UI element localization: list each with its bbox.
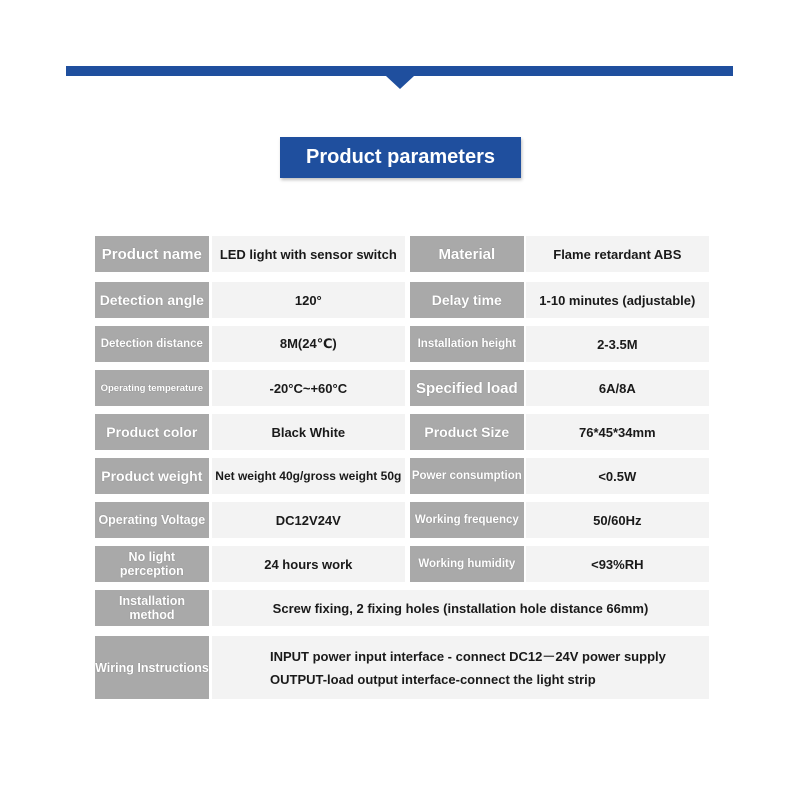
param-value: 1-10 minutes (adjustable) [526,282,709,318]
param-label: Detection angle [95,282,209,318]
param-label: Installation height [410,326,524,362]
param-label: Working frequency [410,502,524,538]
param-row [95,282,709,318]
param-label: Material [410,236,524,272]
wiring-row [95,636,709,699]
installation-value: Screw fixing, 2 fixing holes (installation hole distance 66mm) [212,590,709,626]
param-label: Specified load [410,370,524,406]
param-value: 50/60Hz [526,502,709,538]
param-value: Flame retardant ABS [526,236,709,272]
param-label: Product weight [95,458,209,494]
param-value: DC12V24V [212,502,405,538]
installation-label: Installation method [95,590,209,626]
param-row [95,502,709,538]
param-row [95,546,709,582]
param-row [95,458,709,494]
param-label: Product color [95,414,209,450]
param-label: Product name [95,236,209,272]
param-label: Operating temperature [95,370,209,406]
param-value: 6A/8A [526,370,709,406]
param-value: <93%RH [526,546,709,582]
param-value: 8M(24℃) [212,326,405,362]
param-label: No light perception [95,546,209,582]
param-label: Working humidity [410,546,524,582]
param-label: Delay time [410,282,524,318]
param-row [95,326,709,362]
param-label: Product Size [410,414,524,450]
param-value: Black White [212,414,405,450]
param-value: 120° [212,282,405,318]
param-value: <0.5W [526,458,709,494]
param-row [95,236,709,272]
divider-notch-icon [386,76,414,89]
param-row [95,414,709,450]
wiring-label: Wiring Instructions [95,636,209,699]
page-title: Product parameters [280,137,521,178]
wiring-line-output: OUTPUT-load output interface-connect the light strip [270,671,596,687]
wiring-line-input: INPUT power input interface - connect DC12－24V power supply [270,648,666,664]
param-value: 2-3.5M [526,326,709,362]
installation-row [95,590,709,626]
param-value: LED light with sensor switch [212,236,405,272]
param-value: Net weight 40g/gross weight 50g [212,458,405,494]
top-divider-bar [66,66,733,76]
param-value: 76*45*34mm [526,414,709,450]
param-label: Operating Voltage [95,502,209,538]
param-row [95,370,709,406]
param-value: -20°C~+60°C [212,370,405,406]
param-value: 24 hours work [212,546,405,582]
param-label: Detection distance [95,326,209,362]
wiring-value [212,636,709,699]
param-label: Power consumption [410,458,524,494]
